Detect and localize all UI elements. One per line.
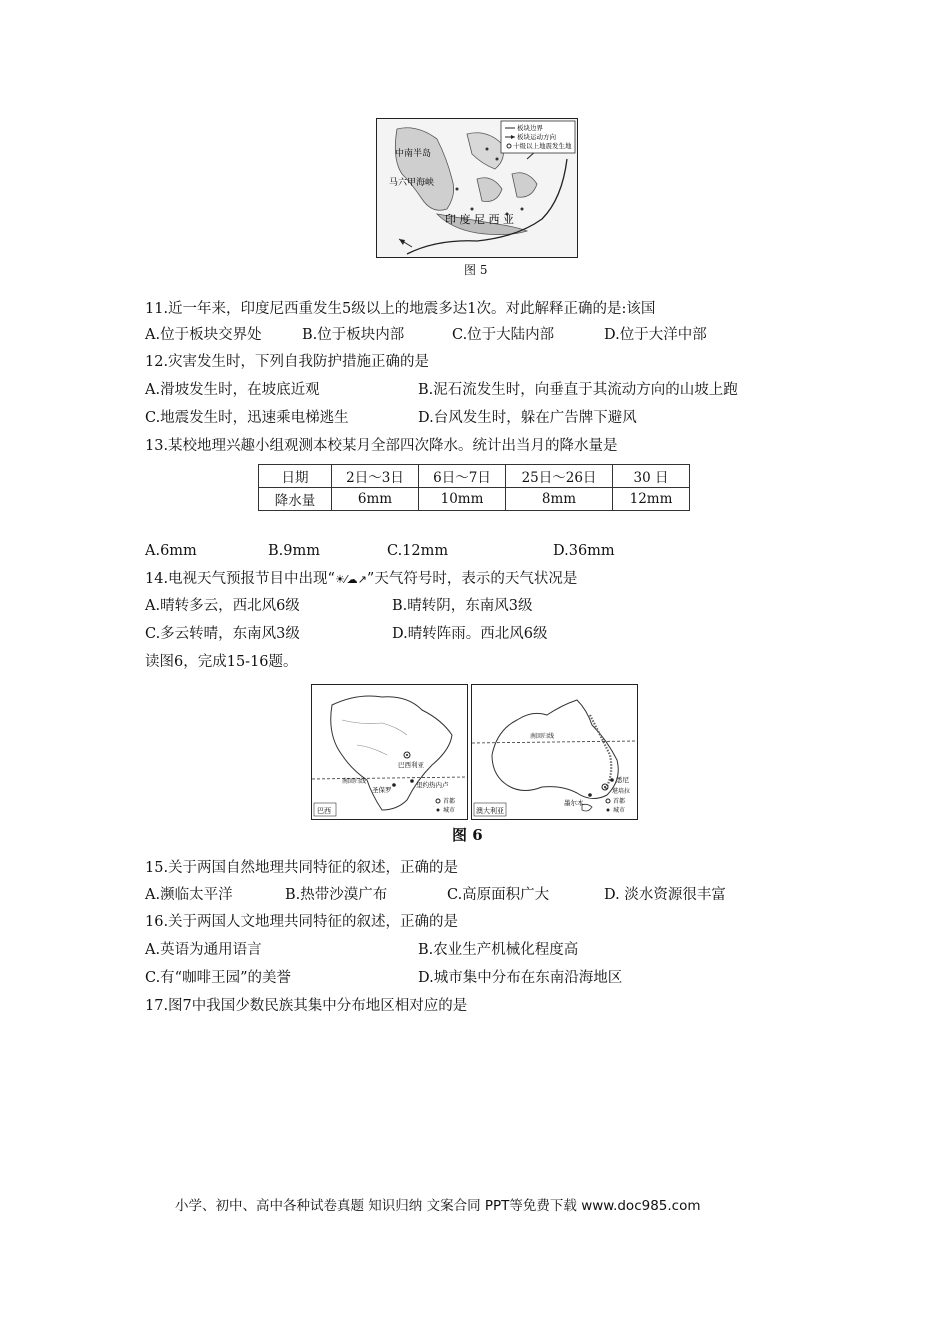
q15-option-d: D. 淡水资源很丰富 [604,887,726,903]
q11-option-b: B.位于板块内部 [302,327,405,343]
figure-5-caption: 图 5 [464,263,488,277]
q12-option-d: D.台风发生时，躲在广告牌下避风 [418,410,637,426]
australia-legend-capital: 首都 [613,798,626,805]
weather-symbol-icon: ☀⁄☁↗ [334,573,367,586]
q11-option-c: C.位于大陆内部 [452,327,555,343]
australia-tropic-label: 南回归线 [530,733,555,740]
table-row [259,465,690,488]
q12-stem: 12.灾害发生时，下列自我防护措施正确的是 [145,354,430,370]
q16-option-b: B.农业生产机械化程度高 [418,942,579,958]
figure-5-map [376,118,578,258]
fig5-legend-boundary: 板块边界 [517,124,543,132]
australia-city1-label: 悉尼 [616,776,629,784]
q14-stem-post: ”天气符号时，表示的天气状况是 [366,571,578,587]
q12-option-b: B.泥石流发生时，向垂直于其流动方向的山坡上跑 [418,382,738,398]
australia-capital-label: 堪培拉 [612,788,631,795]
fig5-label-peninsula: 中南半岛 [395,149,432,159]
q12-option-c: C.地震发生时，迅速乘电梯逃生 [145,410,349,426]
table-header-rainfall: 降水量 [259,488,332,511]
q15-option-b: B.热带沙漠广布 [285,887,388,903]
table-row [259,488,690,511]
q16-option-c: C.有“咖啡王园”的美誉 [145,970,292,986]
q12-option-a: A.滑坡发生时，在坡底近观 [145,382,320,398]
q13-option-c: C.12mm [387,543,449,559]
q14-stem-pre: 14.电视天气预报节目中出现“ [145,571,335,587]
q11-option-a: A.位于板块交界处 [145,327,262,343]
page-footer: 小学、初中、高中各种试卷真题 知识归纳 文案合同 PPT等免费下载 www.doc985.com [175,1198,701,1214]
q14-option-a: A.晴转多云，西北风6级 [145,598,300,614]
brazil-legend-city: 城市 [443,807,456,814]
q11-stem: 11.近一年来，印度尼西重发生5级以上的地震多达1次。对此解释正确的是:该国 [145,301,656,317]
q16-option-a: A.英语为通用语言 [145,942,262,958]
q13-option-d: D.36mm [553,543,615,559]
intro-15-16: 读图6，完成15-16题。 [145,654,298,670]
table-cell: 30 日 [613,465,690,488]
q17-stem: 17.图7中我国少数民族其集中分布地区相对应的是 [145,998,468,1014]
q14-stem [145,569,577,590]
figure-6-brazil-map [311,684,468,820]
figure-6-australia-map [471,684,638,820]
brazil-tropic-label: 南回归线 [342,778,367,785]
australia-legend-city: 城市 [613,807,626,814]
q15-stem: 15.关于两国自然地理共同特征的叙述，正确的是 [145,860,459,876]
table-cell: 2日～3日 [332,465,419,488]
fig5-label-strait: 马六甲海峡 [389,178,435,188]
q14-option-c: C.多云转晴，东南风3级 [145,626,300,642]
table-cell: 6日～7日 [419,465,506,488]
australia-city2-label: 墨尔本 [564,799,584,807]
q15-option-c: C.高原面积广大 [447,887,550,903]
q13-stem: 13.某校地理兴趣小组观测本校某月全部四次降水。统计出当月的降水量是 [145,438,618,454]
rainfall-table [258,464,690,511]
table-cell: 10mm [419,488,506,511]
figure-6-caption: 图 6 [452,826,483,844]
brazil-name-label: 巴西 [317,807,331,815]
fig5-legend-direction: 板块运动方向 [517,133,556,141]
q14-option-d: D.晴转阵雨。西北风6级 [392,626,548,642]
table-header-date: 日期 [259,465,332,488]
brazil-capital-label: 巴西利亚 [398,761,424,769]
table-cell: 8mm [506,488,613,511]
q13-option-a: A.6mm [145,543,197,559]
australia-name-label: 澳大利亚 [476,807,504,815]
table-cell: 12mm [613,488,690,511]
brazil-city1-label: 圣保罗 [372,786,392,794]
q16-stem: 16.关于两国人文地理共同特征的叙述，正确的是 [145,914,459,930]
q15-option-a: A.濒临太平洋 [145,887,233,903]
q16-option-d: D.城市集中分布在东南沿海地区 [418,970,623,986]
brazil-city2-label: 里约热内卢 [416,781,449,789]
table-cell: 6mm [332,488,419,511]
table-cell: 25日～26日 [506,465,613,488]
q14-option-b: B.晴转阴，东南风3级 [392,598,533,614]
q13-option-b: B.9mm [268,543,320,559]
brazil-legend-capital: 首都 [443,798,456,805]
fig5-label-country: 印 度 尼 西 亚 [445,213,514,226]
fig5-legend-quake: 十级以上地震发生地 [513,142,572,150]
q11-option-d: D.位于大洋中部 [604,327,707,343]
